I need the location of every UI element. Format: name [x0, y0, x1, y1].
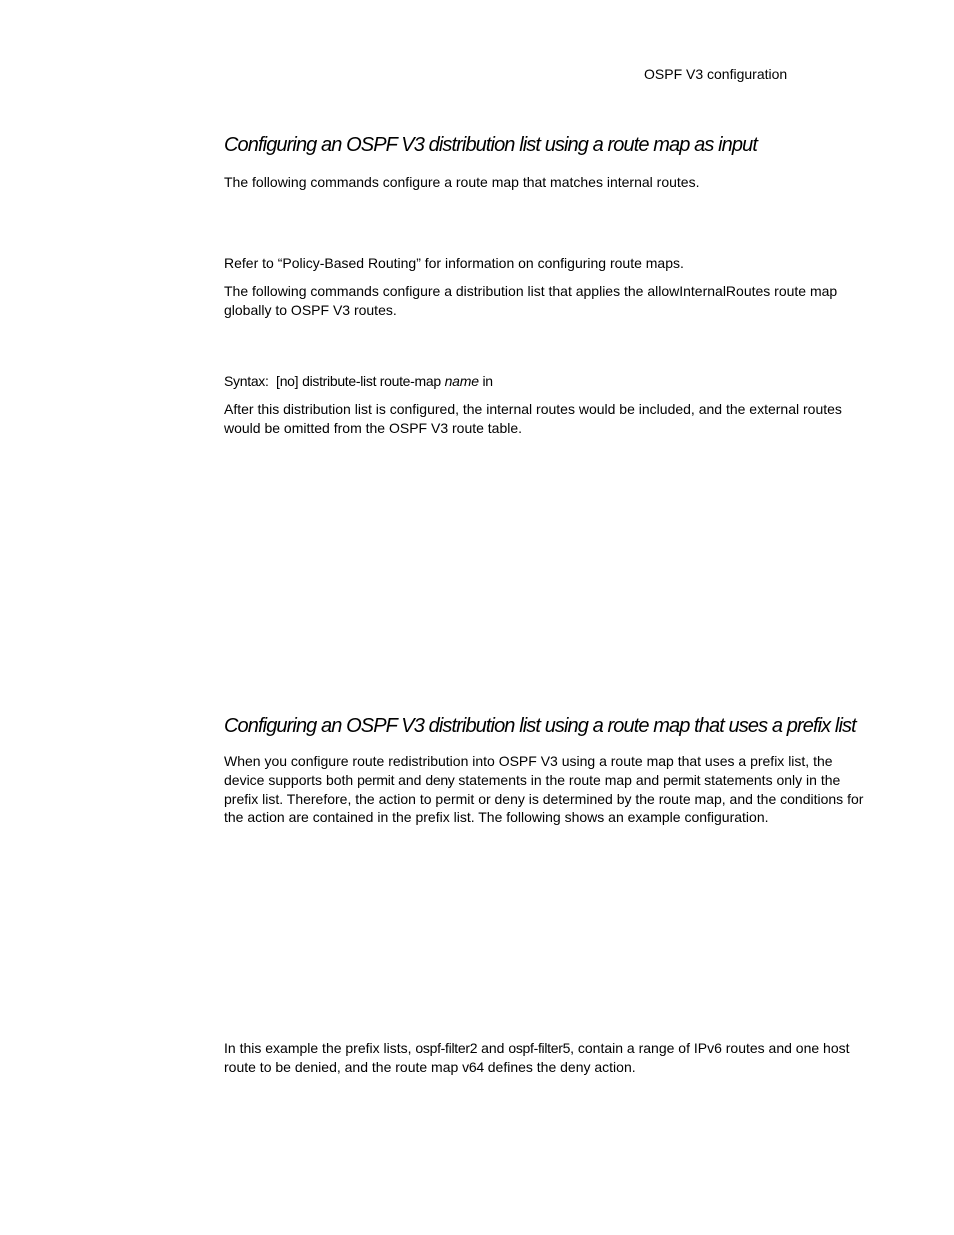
syntax-line — [224, 372, 870, 391]
example-explanation-paragraph: In this example the prefix lists, ospf-filter2 and ospf-filter5, contain a range of IPv6 routes and one host route to be denied, and the route map v64 defines the deny action. — [224, 1040, 850, 1075]
syntax-close-bracket: ] — [294, 373, 299, 389]
syntax-no-keyword: no — [279, 373, 295, 389]
deny-term: deny — [425, 771, 455, 788]
filter2-term: ospf-filter2 — [415, 1040, 478, 1056]
section-heading-route-map-input: Configuring an OSPF V3 distribution list using a route map as input — [224, 134, 757, 156]
permit-term: permit — [663, 771, 701, 788]
v64-term: v64 — [462, 1058, 484, 1075]
running-header: OSPF V3 configuration — [644, 66, 788, 82]
syntax-open-bracket: [ — [275, 373, 280, 389]
distribution-list-paragraph: The following commands configure a distribution list that applies the allowInternalRoutes route map globally to OSPF V3 routes. — [224, 283, 838, 318]
syntax-direction: in — [482, 373, 493, 389]
prefix-list-paragraph: When you configure route redistribution into OSPF V3 using a route map that uses a prefix list, the device supports both permit and deny statements in the route map and permit statements only in the prefix list. Therefore, the action to permit or deny is determined by the route map, and the conditions for the action are contained in the prefix list. The following shows an example configuration. — [224, 753, 864, 826]
refer-paragraph: Refer to “Policy-Based Routing” for information on configuring route maps. — [224, 255, 684, 271]
syntax-label: Syntax: — [224, 373, 269, 389]
intro-paragraph: The following commands configure a route map that matches internal routes. — [224, 174, 700, 190]
result-paragraph: After this distribution list is configured, the internal routes would be included, and the external routes would be omitted from the OSPF V3 route table. — [224, 401, 842, 436]
syntax-command: distribute-list route-map — [302, 373, 441, 389]
section-heading-prefix-list: Configuring an OSPF V3 distribution list using a route map that uses a prefix list — [224, 715, 856, 737]
filter5-term: ospf-filter5 — [508, 1040, 571, 1056]
permit-term: permit — [357, 771, 395, 788]
syntax-param: name — [444, 373, 479, 389]
